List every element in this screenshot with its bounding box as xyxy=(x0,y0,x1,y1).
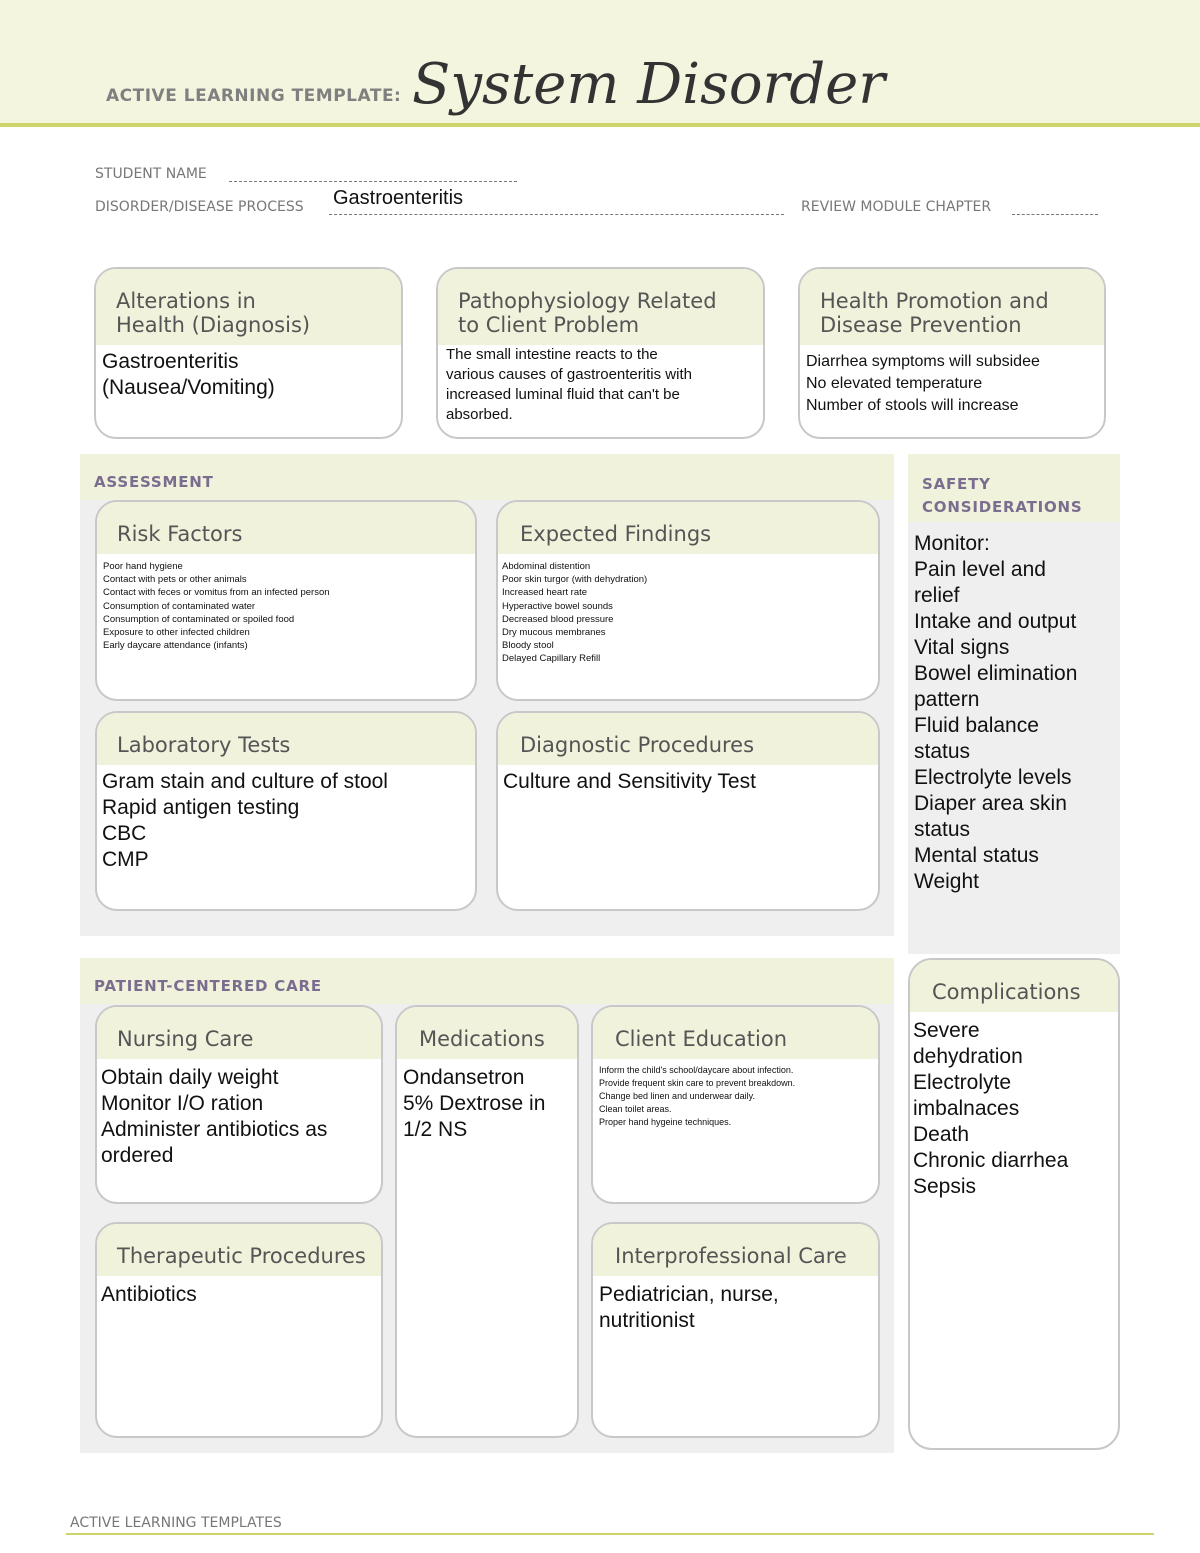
list-item: Monitor: xyxy=(914,532,990,555)
disorder-value[interactable]: Gastroenteritis xyxy=(333,187,464,209)
list-item: Decreased blood pressure xyxy=(502,613,614,625)
list-item: relief xyxy=(914,584,960,607)
medications-title: Medications xyxy=(397,1007,577,1059)
footer-rule xyxy=(66,1533,1154,1535)
nursing-care-card xyxy=(95,1005,383,1204)
list-item: Change bed linen and underwear daily. xyxy=(599,1091,755,1101)
risk-factors-card xyxy=(95,500,477,701)
list-item: Contact with pets or other animals xyxy=(103,574,247,586)
safety-title-line1: SAFETY xyxy=(922,475,991,493)
student-name-label: STUDENT NAME xyxy=(95,166,207,182)
interprofessional-care-body[interactable] xyxy=(593,1276,878,1340)
diagnostic-procedures-title: Diagnostic Procedures xyxy=(498,713,878,765)
list-item: 1/2 NS xyxy=(403,1118,468,1141)
list-item: Weight xyxy=(914,870,979,893)
list-item: Mental status xyxy=(914,844,1039,867)
list-item: Increased heart rate xyxy=(502,587,588,599)
list-item: status xyxy=(914,740,971,763)
laboratory-tests-card xyxy=(95,711,477,911)
pathophysiology-card-body[interactable] xyxy=(438,345,763,425)
list-item: Exposure to other infected children xyxy=(103,627,250,639)
list-item: Hyperactive bowel sounds xyxy=(502,600,613,612)
list-item: Dry mucous membranes xyxy=(502,627,606,639)
pathophysiology-title-line2: to Client Problem xyxy=(458,313,640,337)
list-item: nutritionist xyxy=(599,1309,695,1332)
review-module-label: REVIEW MODULE CHAPTER xyxy=(801,199,992,215)
alterations-card xyxy=(94,267,403,439)
patient-centered-care-label: PATIENT-CENTERED CARE xyxy=(94,977,322,995)
complications-card xyxy=(908,958,1120,1450)
list-item: dehydration xyxy=(913,1045,1023,1068)
list-item: Delayed Capillary Refill xyxy=(502,653,601,665)
list-item: Pediatrician, nurse, xyxy=(599,1283,779,1306)
list-item: Electrolyte levels xyxy=(914,766,1072,789)
list-item: Intake and output xyxy=(914,610,1077,633)
interprofessional-care-title: Interprofessional Care xyxy=(593,1224,878,1276)
expected-findings-card xyxy=(496,500,880,701)
assessment-label: ASSESSMENT xyxy=(94,473,214,491)
body-line: absorbed. xyxy=(446,406,513,423)
therapeutic-procedures-card xyxy=(95,1222,383,1438)
list-item: Obtain daily weight xyxy=(101,1066,279,1089)
list-item: Provide frequent skin care to prevent breakdown. xyxy=(599,1078,796,1088)
list-item: Fluid balance xyxy=(914,714,1039,737)
list-item: Severe xyxy=(913,1019,980,1042)
list-item: Vital signs xyxy=(914,636,1010,659)
therapeutic-procedures-title: Therapeutic Procedures xyxy=(97,1224,381,1276)
medications-card xyxy=(395,1005,579,1438)
list-item: status xyxy=(914,818,971,841)
list-item: Electrolyte xyxy=(913,1071,1012,1094)
disorder-label: DISORDER/DISEASE PROCESS xyxy=(95,199,304,215)
list-item: imbalnaces xyxy=(913,1097,1020,1120)
health-promotion-card xyxy=(798,267,1106,439)
list-item: Poor skin turgor (with dehydration) xyxy=(502,574,648,586)
list-item: Death xyxy=(913,1123,970,1146)
pathophysiology-title-line1: Pathophysiology Related xyxy=(458,289,717,313)
interprofessional-care-card xyxy=(591,1222,880,1438)
body-line: Gastroenteritis xyxy=(102,350,239,373)
body-line: (Nausea/Vomiting) xyxy=(102,376,275,399)
body-line: increased luminal fluid that can't be xyxy=(446,386,680,403)
alterations-title-line1: Alterations in xyxy=(116,289,256,313)
medications-body[interactable] xyxy=(397,1059,577,1149)
body-line: No elevated temperature xyxy=(806,375,983,392)
pathophysiology-card xyxy=(436,267,765,439)
risk-factors-body[interactable] xyxy=(97,554,475,658)
laboratory-tests-body[interactable] xyxy=(97,765,475,877)
list-item: Administer antibiotics as xyxy=(101,1118,328,1141)
list-item: ordered xyxy=(101,1144,174,1167)
laboratory-tests-title: Laboratory Tests xyxy=(97,713,475,765)
template-title: System Disorder xyxy=(412,52,886,117)
alterations-card-header xyxy=(96,269,401,345)
list-item: 5% Dextrose in xyxy=(403,1092,546,1115)
alterations-title-line2: Health (Diagnosis) xyxy=(116,313,311,337)
list-item: Inform the child's school/daycare about infection. xyxy=(599,1065,794,1075)
nursing-care-body[interactable] xyxy=(97,1059,381,1175)
health-promotion-card-body[interactable] xyxy=(800,345,1104,423)
list-item: CMP xyxy=(102,848,149,871)
safety-title-line2: CONSIDERATIONS xyxy=(922,498,1083,516)
list-item: Consumption of contaminated water xyxy=(103,600,256,612)
pathophysiology-card-header xyxy=(438,269,763,345)
body-line: Diarrhea symptoms will subsidee xyxy=(806,353,1040,370)
list-item: Gram stain and culture of stool xyxy=(102,770,388,793)
complications-body[interactable] xyxy=(910,1012,1118,1206)
therapeutic-procedures-body[interactable] xyxy=(97,1276,381,1314)
nursing-care-title: Nursing Care xyxy=(97,1007,381,1059)
safety-title xyxy=(922,473,1083,519)
list-item: Proper hand hygeine techniques. xyxy=(599,1117,732,1127)
expected-findings-body[interactable] xyxy=(498,554,878,672)
review-module-field[interactable] xyxy=(1012,214,1098,215)
diagnostic-procedures-body[interactable] xyxy=(498,765,878,799)
complications-title: Complications xyxy=(910,960,1118,1012)
list-item: Ondansetron xyxy=(403,1066,525,1089)
list-item: Diaper area skin xyxy=(914,792,1067,815)
risk-factors-title: Risk Factors xyxy=(97,502,475,554)
list-item: Monitor I/O ration xyxy=(101,1092,264,1115)
list-item: Poor hand hygiene xyxy=(103,561,183,572)
list-item: Consumption of contaminated or spoiled food xyxy=(103,613,295,625)
list-item: Contact with feces or vomitus from an infected person xyxy=(103,587,330,599)
diagnostic-procedures-card xyxy=(496,711,880,911)
disorder-field[interactable] xyxy=(329,214,784,215)
list-item: CBC xyxy=(102,822,147,845)
list-item: Early daycare attendance (infants) xyxy=(103,640,248,652)
footer-text: ACTIVE LEARNING TEMPLATES xyxy=(70,1515,282,1531)
template-label: ACTIVE LEARNING TEMPLATE: xyxy=(106,86,402,106)
list-item: Clean toilet areas. xyxy=(599,1104,672,1114)
list-item: pattern xyxy=(914,688,980,711)
client-education-body[interactable] xyxy=(593,1059,878,1134)
body-line: The small intestine reacts to the xyxy=(446,346,658,363)
list-item: Bloody stool xyxy=(502,640,554,652)
header-rule xyxy=(0,123,1200,127)
body-line: various causes of gastroenteritis with xyxy=(446,366,692,383)
list-item: Culture and Sensitivity Test xyxy=(503,770,756,793)
student-name-field[interactable] xyxy=(229,181,517,182)
client-education-card xyxy=(591,1005,880,1204)
list-item: Bowel elimination xyxy=(914,662,1078,685)
list-item: Rapid antigen testing xyxy=(102,796,300,819)
expected-findings-title: Expected Findings xyxy=(498,502,878,554)
list-item: Sepsis xyxy=(913,1175,977,1198)
safety-list[interactable] xyxy=(914,531,1114,895)
health-promotion-title-line2: Disease Prevention xyxy=(820,313,1022,337)
client-education-title: Client Education xyxy=(593,1007,878,1059)
body-line: Number of stools will increase xyxy=(806,397,1019,414)
health-promotion-card-header xyxy=(800,269,1104,345)
list-item: Abdominal distention xyxy=(502,561,591,572)
health-promotion-title-line1: Health Promotion and xyxy=(820,289,1049,313)
list-item: Pain level and xyxy=(914,558,1046,581)
alterations-card-body[interactable] xyxy=(96,345,401,405)
list-item: Chronic diarrhea xyxy=(913,1149,1069,1172)
list-item: Antibiotics xyxy=(101,1283,197,1306)
